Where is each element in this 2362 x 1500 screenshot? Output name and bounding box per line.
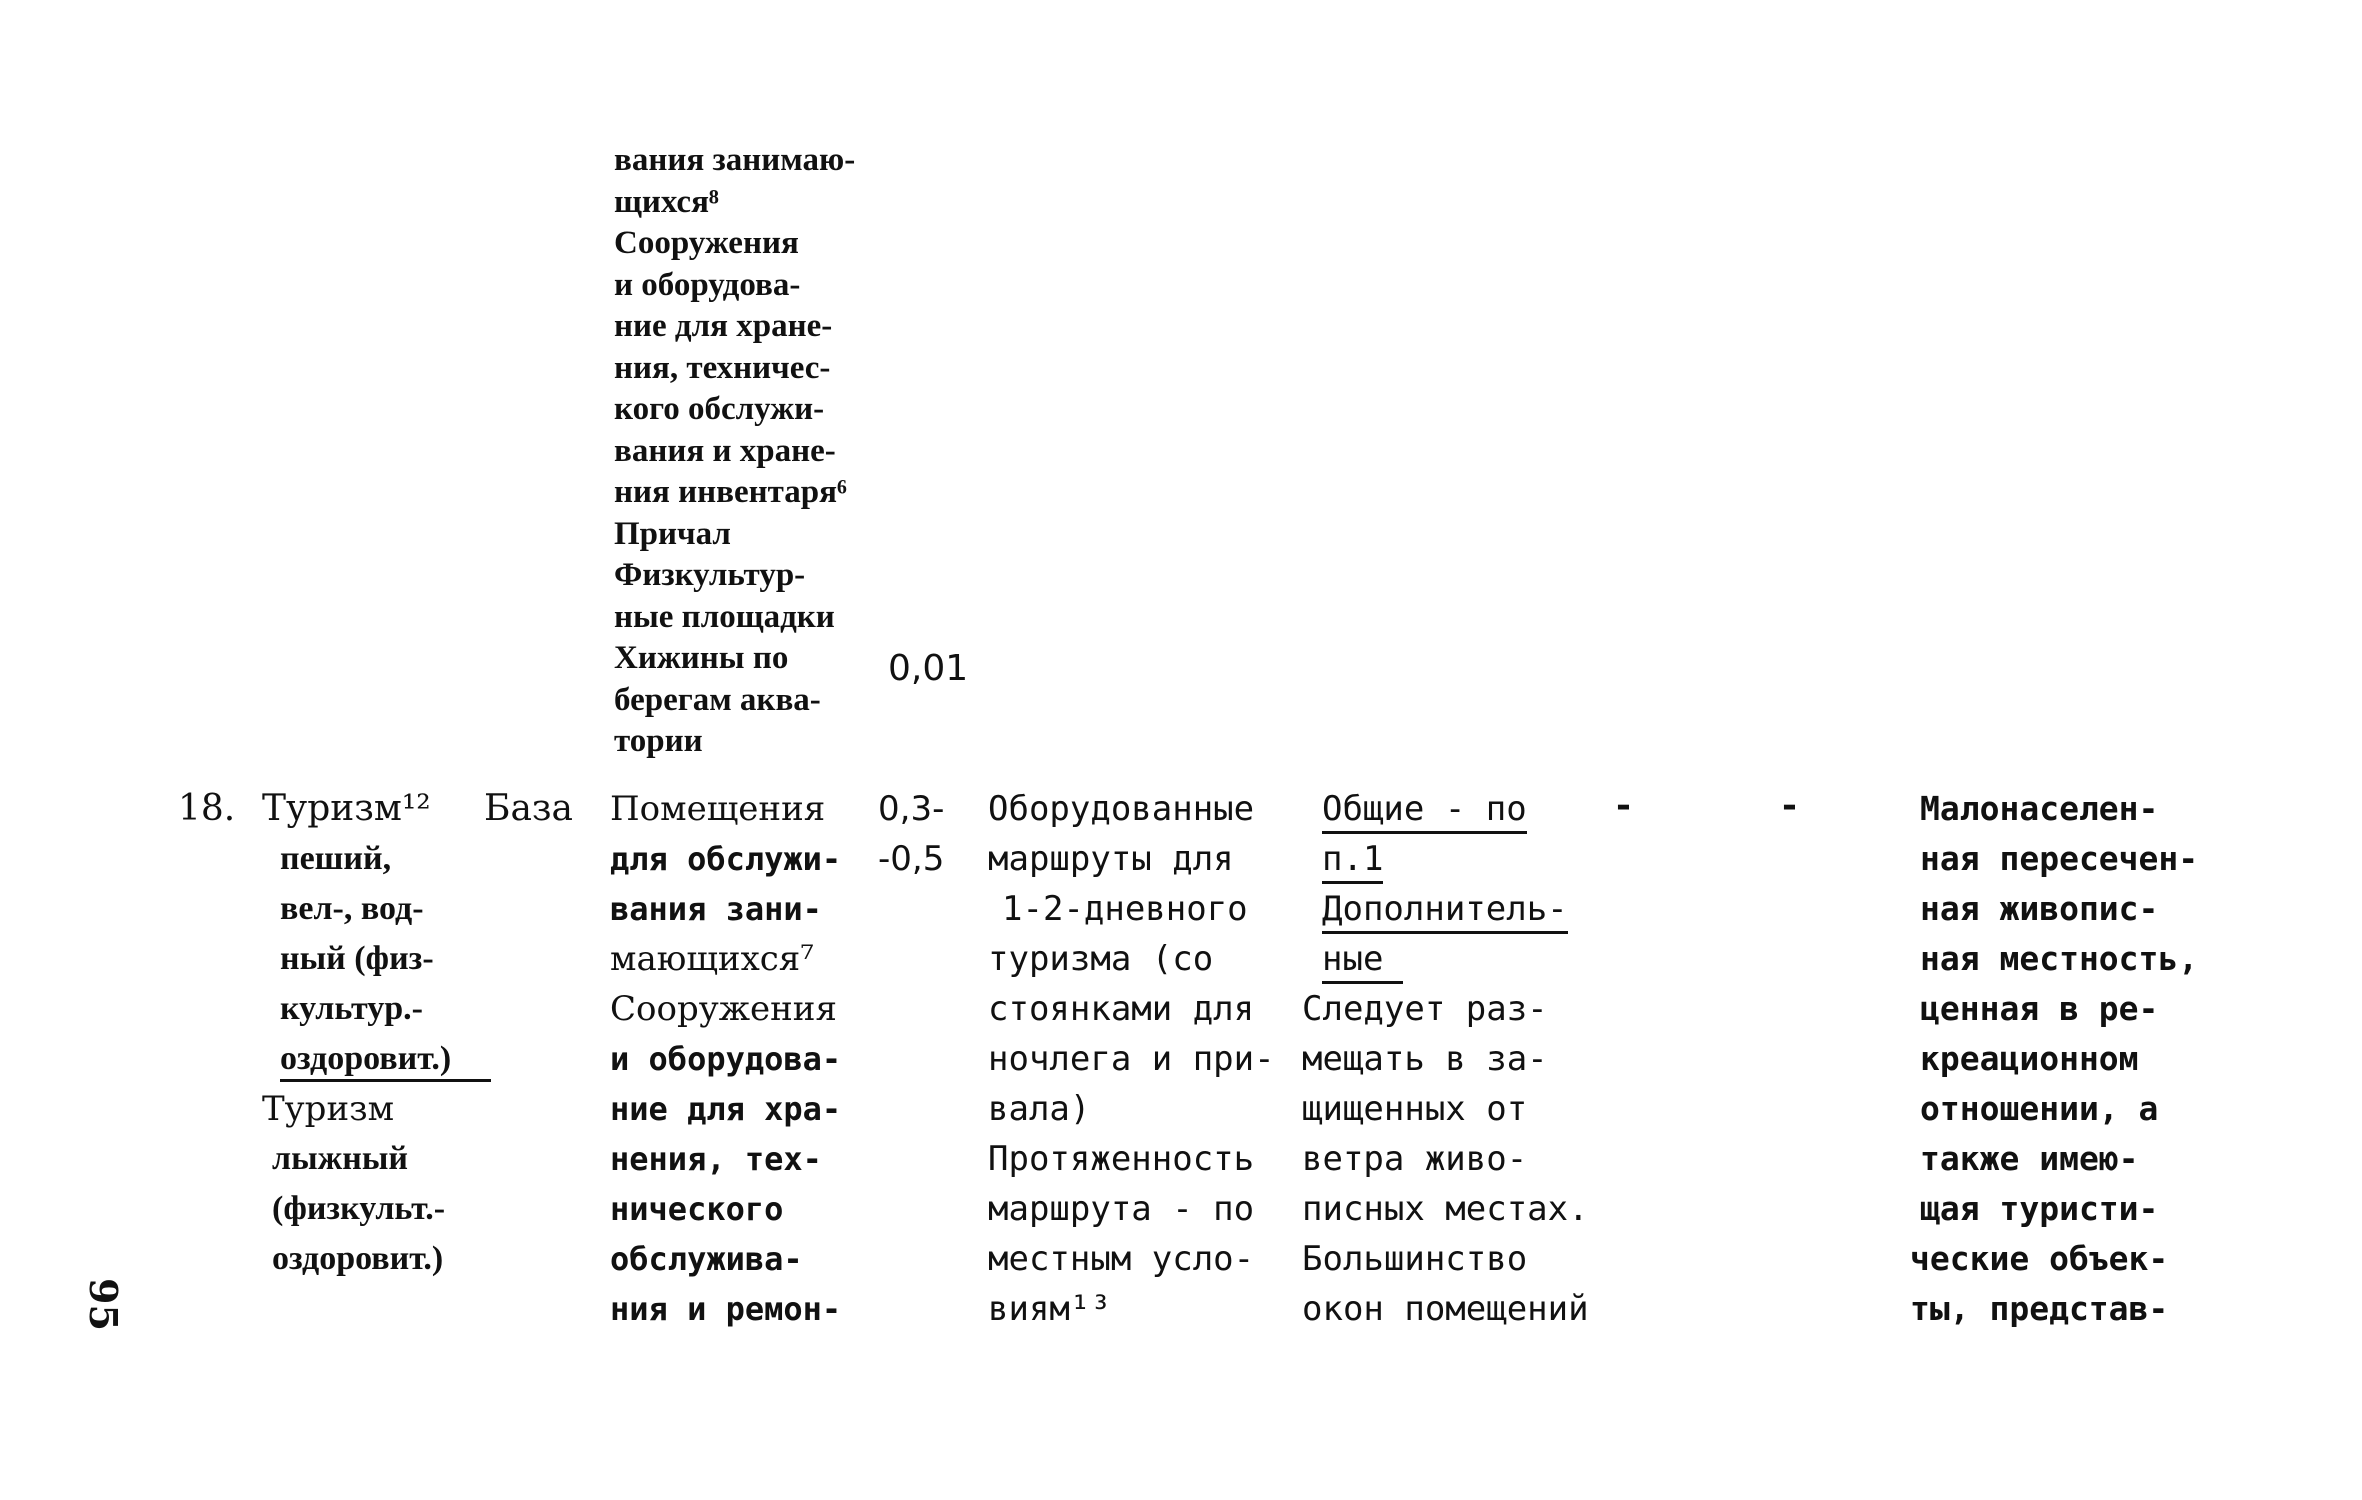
row18-col5 [988,784,1275,1334]
underlined-line [1302,934,1589,984]
text-line: ные площадки [614,598,835,635]
text-line: ческие объек- [1910,1239,2169,1278]
text-line: тории [614,723,703,759]
text-line: Общие - по [1322,789,1527,834]
row18-col3 [610,784,841,1334]
underlined-line [1302,784,1589,834]
underlined-line [1302,884,1589,934]
text-line: ние для хра- [610,1090,842,1128]
text-line: лыжный [272,1140,408,1177]
text-line: Помещения [610,789,826,829]
text-line: ния инвентаря⁶ [614,474,847,510]
text-line: обслужива- [610,1240,803,1278]
text-line: Большинство [1302,1239,1528,1279]
upper-col3 [614,140,855,763]
row18-col8-dash: - [1782,784,1797,826]
text-line: щихся⁸ [614,183,719,220]
text-line: ные [1322,939,1403,984]
underlined-line [1302,834,1589,884]
text-line: кого обслужи- [614,391,825,427]
text-line: вания занимаю- [614,142,856,178]
text-line: ветра живо- [1302,1139,1528,1179]
text-line: ценная в ре- [1920,989,2159,1028]
text-line: Малонаселен- [1920,789,2159,828]
text-line: ная пересечен- [1920,839,2199,878]
text-line: ния и ремон- [610,1290,842,1328]
text-line: вания зани- [610,890,822,928]
text-line: также имею- [1920,1139,2139,1178]
text-line: п.1 [1322,839,1383,884]
text-line: мающихся⁷ [610,939,814,979]
text-line: нического [610,1190,784,1228]
row18-col9 [1910,784,2198,1334]
row-number: 18. [178,788,236,829]
text-line: местным усло- [988,1239,1255,1279]
text-line: -0,5 [878,839,945,879]
row18-col4 [878,784,944,884]
text-line: маршрута - по [988,1189,1255,1229]
text-line: оздоровит.) [280,1040,491,1082]
text-line: для обслужи- [610,840,842,878]
text-line: ния, техничес- [614,349,831,386]
text-line: ты, представ- [1910,1289,2169,1328]
text-line: Хижины по [614,640,789,676]
text-line: креационном [1920,1039,2139,1078]
row18-col2 [262,784,491,1284]
underlined-line [262,1034,491,1084]
text-line: мещать в за- [1302,1039,1548,1079]
text-line: окон помещений [1302,1289,1589,1329]
text-line: Физкультур- [614,557,806,593]
page-number: 95 [81,1278,126,1331]
text-line: вала) [988,1089,1091,1129]
text-line: пеший, [280,840,392,877]
text-line: ние для хране- [614,308,833,344]
text-line: Сооружения [610,989,837,1029]
row18-col7-dash: - [1616,784,1631,826]
text-line: Протяженность [988,1139,1255,1179]
text-line: виям¹³ [988,1289,1111,1329]
text-line: Туризм¹² [262,788,431,829]
text-line: стоянками для [988,989,1255,1029]
text-line: 0,3- [878,789,945,829]
text-line: культур.- [280,990,424,1027]
text-line: Оборудованные [988,789,1255,829]
text-line: и оборудова- [614,266,801,303]
text-line: отношении, а [1920,1089,2159,1128]
text-line: вел-, вод- [280,890,424,927]
text-line: нения, тех- [610,1140,822,1178]
text-line: Сооружения [614,225,799,261]
text-line: ная местность, [1920,939,2199,978]
text-line: Дополнитель- [1322,889,1568,934]
text-line: ный (физ- [280,940,434,977]
row18-col2b: База [484,788,574,829]
text-line: Следует раз- [1302,989,1548,1029]
text-line: (физкульт.- [272,1190,446,1227]
text-line: вания и хране- [614,432,836,469]
upper-col4-value: 0,01 [888,648,969,689]
text-line: и оборудова- [610,1040,842,1078]
text-line: Причал [614,515,731,552]
row18-col6 [1302,784,1589,1334]
text-line: Туризм [262,1089,395,1129]
text-line: маршруты для [988,839,1234,879]
text-line: щищенных от [1302,1089,1528,1129]
text-line: ночлега и при- [988,1039,1275,1079]
text-line: писных местах. [1302,1189,1589,1229]
text-line: щая туристи- [1920,1189,2159,1228]
text-line: 1-2-дневного [1002,889,1248,929]
text-line: туризма (со [988,939,1214,979]
text-line: ная живопис- [1920,889,2159,928]
text-line: берегам аква- [614,681,821,718]
text-line: оздоровит.) [272,1240,444,1277]
